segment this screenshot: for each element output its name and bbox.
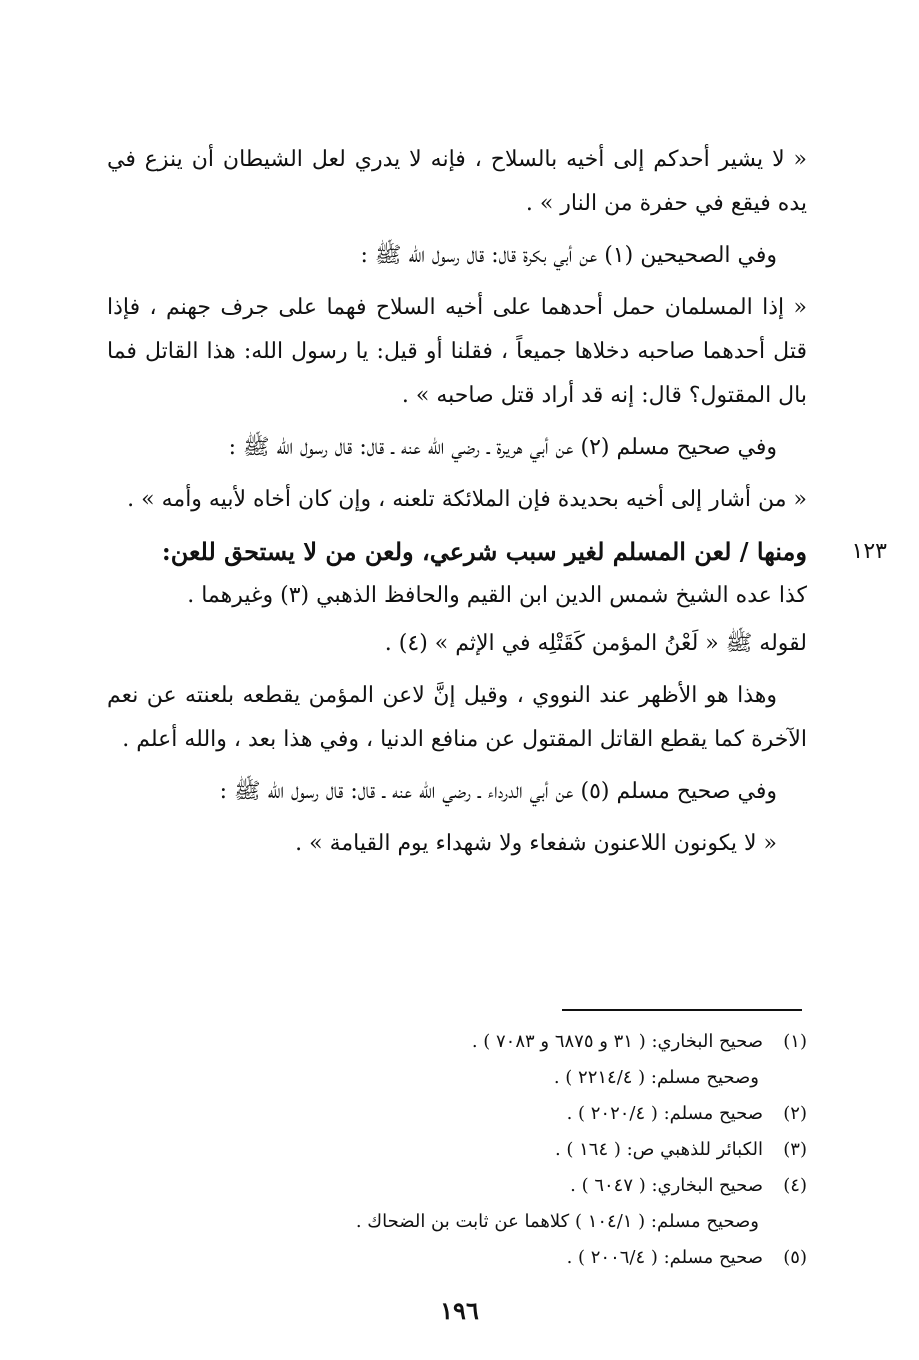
footnote-number: (٢) [783, 1103, 807, 1124]
page-number: ١٩٦ [440, 1296, 479, 1325]
footnote-number: (٣) [783, 1139, 807, 1160]
footnote-item [107, 1204, 807, 1240]
paragraph-hadith-1: « لا يشير أحدكم إلى أخيه بالسلاح ، فإنه لا يدري لعل الشيطان أن ينزع في يده فيقع في حفرة من النار » . [107, 147, 808, 216]
footnote-text: الكبائر للذهبي ص: ( ١٦٤ ) . [554, 1139, 763, 1160]
footnote-item [107, 1240, 807, 1276]
footnote-text: صحيح البخاري: ( ٦٠٤٧ ) . [570, 1175, 763, 1196]
footnote-item [107, 1024, 807, 1060]
footnotes [107, 1024, 807, 1276]
section-heading [107, 530, 887, 574]
footnote-text: صحيح البخاري: ( ٣١ و ٦٨٧٥ و ٧٠٨٣ ) . [471, 1031, 763, 1052]
footnote-item [107, 1132, 807, 1168]
section-heading-text: ومنها / لعن المسلم لغير سبب شرعي، ولعن من لا يستحق للعن: [161, 537, 807, 566]
paragraph-narration-3: وفي صحيح مسلم (٢) عن أبي هريرة ـ رضي الله عنه ـ قال: قال رسول الله ﷺ : [228, 435, 777, 460]
section-number: ١٢٣ [851, 539, 887, 564]
footnote-text: صحيح مسلم: ( ٢٠٠٦/٤ ) . [566, 1247, 763, 1268]
footnote-number: (١) [783, 1031, 807, 1052]
paragraph-hadith-2: « إذا المسلمان حمل أحدهما على أخيه السلاح فهما على جرف جهنم ، فإذا قتل أحدهما صاحبه دخلاها جميعاً ، فقلنا أو قيل: يا رسول الله: هذا القاتل فما بال المقتول؟ قال: إنه قد أراد قتل صاحبه » . [107, 295, 807, 408]
footnote-number: (٤) [783, 1175, 807, 1196]
footnote-text: وصحيح مسلم: ( ٢٢١٤/٤ ) . [553, 1067, 759, 1088]
paragraph-hadith-3: « من أشار إلى أخيه بحديدة فإن الملائكة تلعنه ، وإن كان أخاه لأبيه وأمه » . [127, 487, 807, 512]
footnote-text: صحيح مسلم: ( ٢٠٢٠/٤ ) . [566, 1103, 763, 1124]
footnote-text: وصحيح مسلم: ( ١٠٤/١ ) كلاهما عن ثابت بن الضحاك . [355, 1211, 759, 1232]
paragraph-commentary: وهذا هو الأظهر عند النووي ، وقيل إنَّ لاعن المؤمن يقطعه بلعنته عن نعم الآخرة كما يقطع القاتل المقتول عن منافع الدنيا ، وفي هذا بعد ، والله أعلم . [107, 683, 807, 752]
paragraph-narration-2: وفي الصحيحين (١) عن أبي بكرة قال: قال رسول الله ﷺ : [360, 243, 777, 268]
footnote-number: (٥) [783, 1247, 807, 1268]
footnote-item [107, 1096, 807, 1132]
paragraph-attribution: كذا عده الشيخ شمس الدين ابن القيم والحافظ الذهبي (٣) وغيرهما . [187, 583, 807, 608]
footnote-item [107, 1060, 807, 1096]
footnote-item [107, 1168, 807, 1204]
main-text [107, 138, 887, 874]
paragraph-narration-5: وفي صحيح مسلم (٥) عن أبي الدرداء ـ رضي الله عنه ـ قال: قال رسول الله ﷺ : [219, 779, 777, 804]
footnote-separator [562, 1009, 802, 1011]
paragraph-hadith-4: لقوله ﷺ « لَعْنُ المؤمن كَقَتْلِه في الإثم » (٤) . [384, 631, 807, 656]
paragraph-hadith-5: « لا يكونون اللاعنون شفعاء ولا شهداء يوم القيامة » . [295, 831, 777, 856]
